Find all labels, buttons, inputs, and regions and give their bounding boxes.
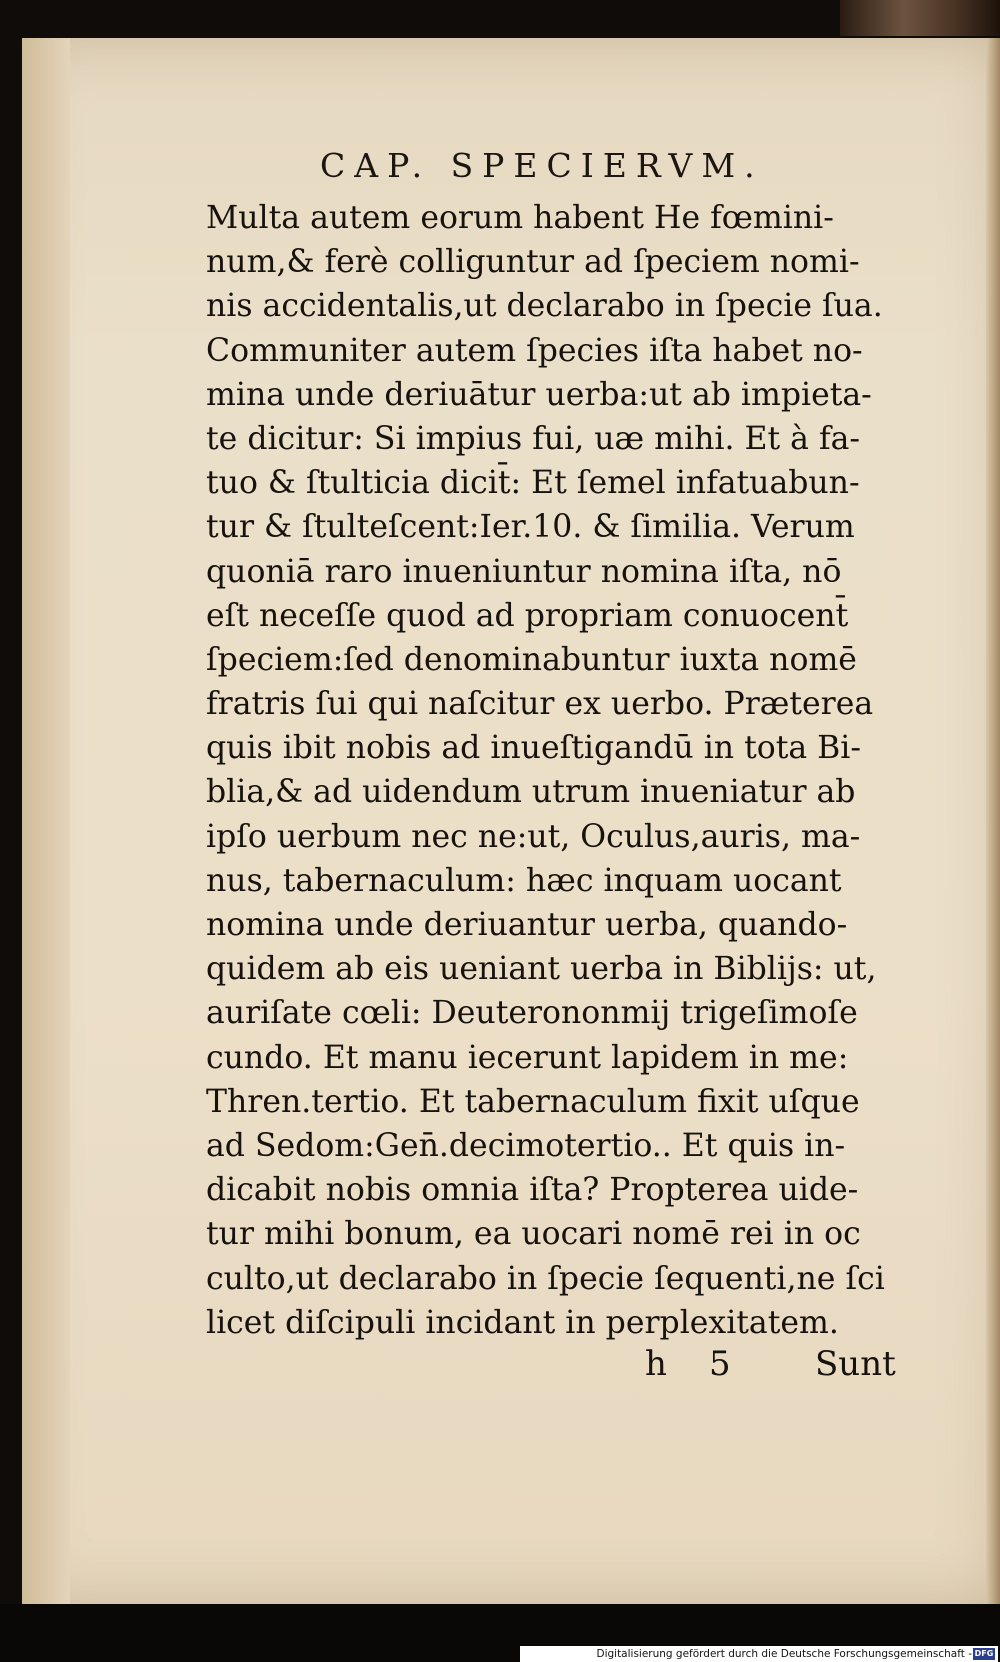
text-line: blia,& ad uidendum utrum inueniatur ab (206, 774, 856, 811)
text-line: quidem ab eis ueniant uerba in Biblijs: ut, (206, 951, 877, 988)
text-line: quoniā raro inueniuntur nomina iſta, nō (206, 553, 842, 590)
text-line: Thren.tertio. Et tabernaculum fixit uſque (206, 1083, 860, 1120)
text-line: licet diſcipuli incidant in perplexitatem. (206, 1304, 839, 1341)
text-line: dicabit nobis omnia iſta? Propterea uide‑ (206, 1172, 859, 1209)
dfg-logo-icon: DFG (974, 1649, 994, 1658)
binding-edge (840, 0, 1000, 36)
text-line: fratris ſui qui naſcitur ex uerbo. Præterea (206, 686, 874, 723)
text-line: nis accidentalis,ut declarabo in ſpecie ſua. (206, 288, 883, 325)
text-line: Communiter autem ſpecies iſta habet no‑ (206, 332, 863, 369)
text-line: nomina unde deriuantur uerba, quando‑ (206, 907, 848, 943)
text-line: tur mihi bonum, ea uocari nomē rei in oc (206, 1216, 861, 1253)
text-line: Multa autem eorum habent He fœmini‑ (206, 200, 834, 236)
text-line: cundo. Et manu iecerunt lapidem in me: (206, 1039, 849, 1076)
text-line: nus, tabernaculum: hæc inquam uocant (206, 862, 842, 899)
text-line: tur & ſtulteſcent:Ier.10. & ſimilia. Verum (206, 509, 855, 546)
page-fore-edge (986, 38, 1000, 1604)
text-line: auriſate cœli: Deuterononmij trigeſimoſe (206, 995, 858, 1032)
text-line: te dicitur: Si impius fui, uæ mihi. Et à fa‑ (206, 420, 861, 457)
running-head: CAP. SPECIERVM. (320, 146, 764, 185)
signature-mark: h (645, 1344, 667, 1384)
text-line: ſpeciem:ſed denominabuntur iuxta nomē (206, 641, 857, 678)
text-line: ipſo uerbum nec ne:ut, Oculus,auris, ma‑ (206, 818, 861, 855)
page-gutter (22, 38, 70, 1604)
catchword: Sunt (815, 1344, 896, 1384)
text-line: mina unde deriuātur uerba:ut ab impieta‑ (206, 376, 872, 413)
text-line: culto,ut declarabo in ſpecie ſequenti,ne ſci (206, 1260, 885, 1297)
credit-text: Digitalisierung gefördert durch die Deutsche Forschungsgemeinschaft - (596, 1648, 972, 1660)
text-line: num,& ferè colliguntur ad ſpeciem nomi‑ (206, 244, 860, 281)
signature-number: 5 (709, 1344, 731, 1384)
digitization-credit (520, 1646, 998, 1662)
text-line: eſt neceſſe quod ad propriam conuocent̄ (206, 597, 849, 634)
body-text (206, 196, 921, 1345)
text-line: ad Sedom:Gen̄.decimotertio.. Et quis in‑ (206, 1127, 846, 1164)
text-line: quis ibit nobis ad inueſtigandū in tota Bi‑ (206, 730, 862, 767)
text-line: tuo & ſtulticia dicit̄: Et ſemel infatuabun‑ (206, 465, 860, 502)
